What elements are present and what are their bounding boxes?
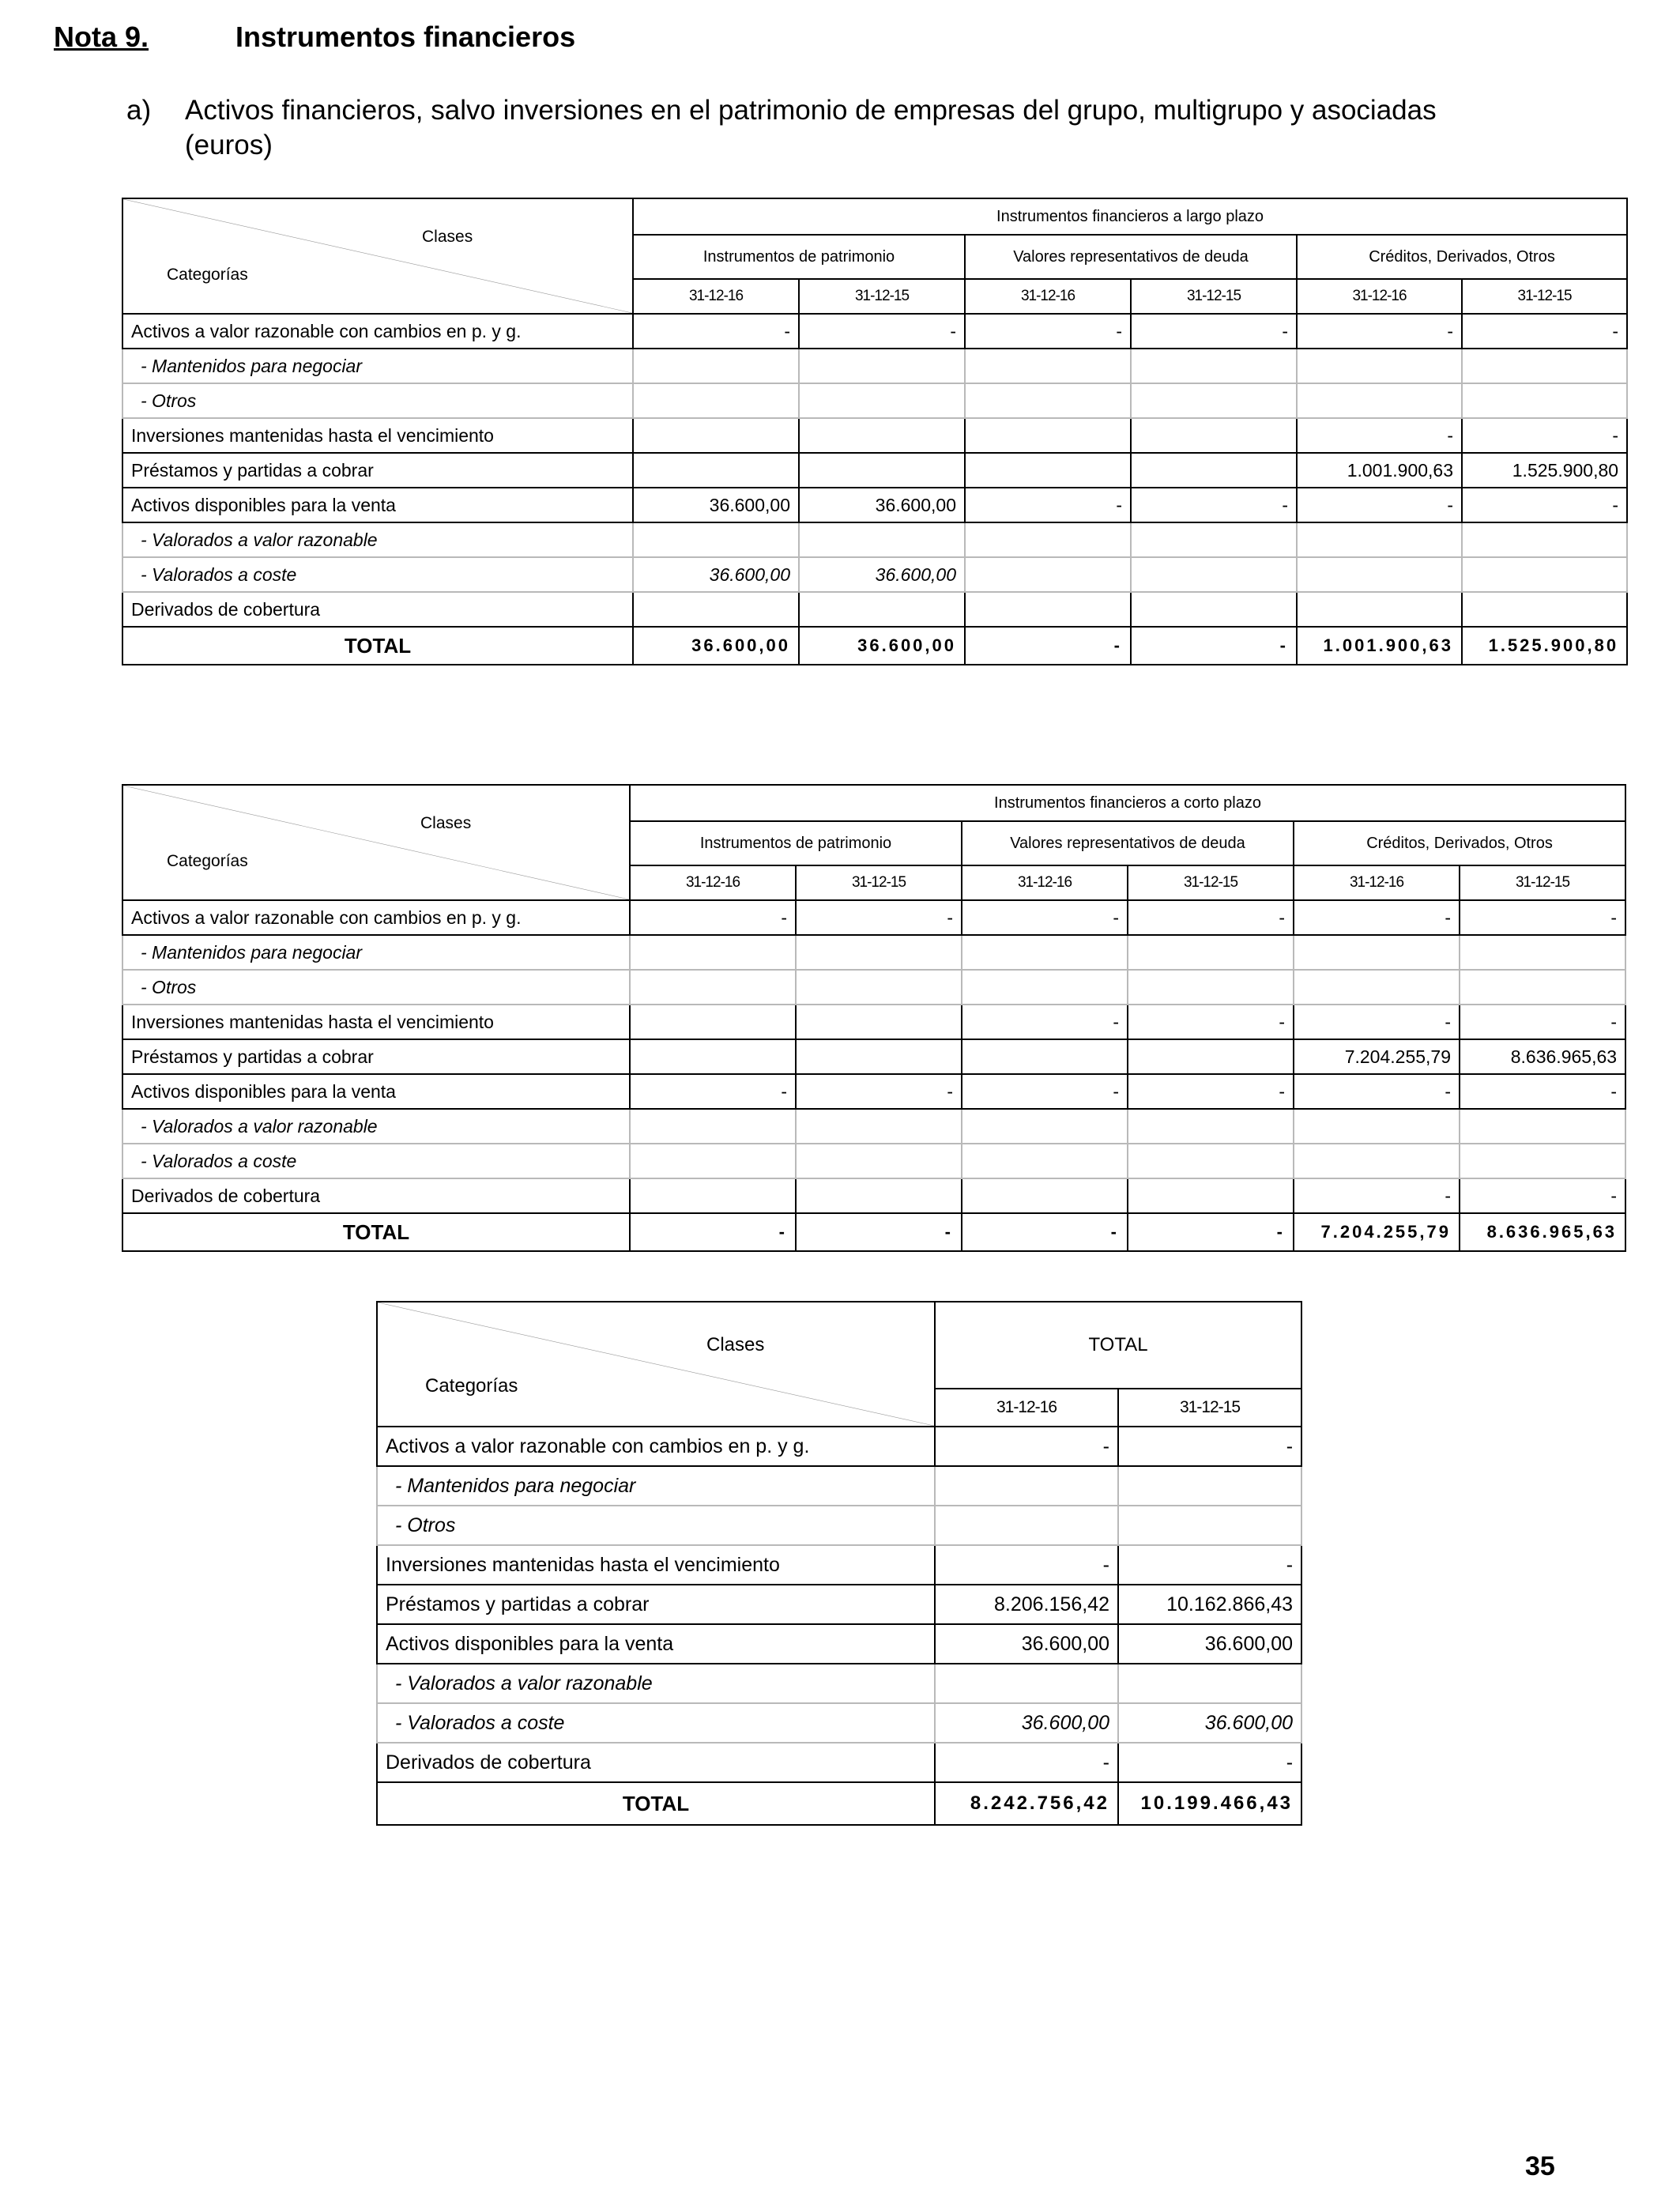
value-cell: 1.001.900,63: [1297, 453, 1462, 488]
row-label: Activos disponibles para la venta: [122, 1074, 630, 1109]
value-cell: [630, 1005, 796, 1039]
note-title: Instrumentos financieros: [235, 21, 576, 53]
row-label: - Valorados a valor razonable: [122, 522, 633, 557]
value-cell: [1128, 935, 1294, 970]
value-cell: [965, 557, 1131, 592]
total-value: 1.525.900,80: [1462, 627, 1627, 665]
date-header: 31-12-16: [965, 279, 1131, 314]
value-cell: [633, 349, 799, 383]
total-value: 7.204.255,79: [1294, 1213, 1460, 1251]
table-row: [377, 1506, 1301, 1545]
value-cell: [1131, 522, 1297, 557]
row-label: Activos disponibles para la venta: [122, 488, 633, 522]
value-cell: [796, 1178, 962, 1213]
value-cell: -: [1128, 900, 1294, 935]
value-cell: 36.600,00: [799, 557, 965, 592]
note-heading: [54, 21, 576, 54]
row-label: - Mantenidos para negociar: [122, 935, 630, 970]
value-cell: 36.600,00: [799, 488, 965, 522]
table-row: [377, 1703, 1301, 1743]
page-number: 35: [1525, 2151, 1555, 2181]
value-cell: [630, 970, 796, 1005]
row-label: - Mantenidos para negociar: [122, 349, 633, 383]
row-label: Préstamos y partidas a cobrar: [122, 453, 633, 488]
section-title: Activos financieros, salvo inversiones en el patrimonio de empresas del grupo, multigrupo y asociadas (euros): [185, 95, 1437, 160]
value-cell: -: [1294, 900, 1460, 935]
row-label: Activos a valor razonable con cambios en p. y g.: [377, 1427, 935, 1466]
total-value: 36.600,00: [633, 627, 799, 665]
table-row: [122, 970, 1625, 1005]
value-cell: [1294, 1109, 1460, 1144]
col-group-creditos: Créditos, Derivados, Otros: [1297, 235, 1627, 279]
date-header: 31-12-16: [935, 1389, 1118, 1427]
value-cell: -: [962, 1074, 1128, 1109]
corner-diagonal: [123, 786, 629, 899]
row-label: - Otros: [122, 970, 630, 1005]
group-title: Instrumentos financieros a corto plazo: [630, 785, 1625, 821]
value-cell: [1297, 349, 1462, 383]
corner-diagonal: [378, 1302, 934, 1426]
row-label: - Valorados a coste: [122, 1144, 630, 1178]
value-cell: [1118, 1664, 1301, 1703]
value-cell: [962, 1144, 1128, 1178]
value-cell: -: [1118, 1743, 1301, 1782]
value-cell: [1297, 383, 1462, 418]
row-label: Activos disponibles para la venta: [377, 1624, 935, 1664]
value-cell: 36.600,00: [935, 1703, 1118, 1743]
value-cell: -: [799, 314, 965, 349]
total-value: 8.242.756,42: [935, 1782, 1118, 1825]
table-row: [377, 1466, 1301, 1506]
table-row: [122, 418, 1627, 453]
value-cell: -: [1297, 418, 1462, 453]
row-label: Préstamos y partidas a cobrar: [377, 1585, 935, 1624]
corner-clases-label: Clases: [422, 228, 473, 246]
value-cell: [799, 418, 965, 453]
value-cell: [630, 1144, 796, 1178]
value-cell: [1462, 557, 1627, 592]
date-header: 31-12-15: [1118, 1389, 1301, 1427]
value-cell: -: [1131, 488, 1297, 522]
value-cell: [1118, 1506, 1301, 1545]
value-cell: [796, 970, 962, 1005]
table-row: [122, 1144, 1625, 1178]
value-cell: [965, 522, 1131, 557]
table-row: [377, 1743, 1301, 1782]
value-cell: [962, 1109, 1128, 1144]
value-cell: [1297, 592, 1462, 627]
corner-header: [377, 1302, 935, 1427]
date-header: 31-12-15: [796, 865, 962, 900]
table-row: [122, 1074, 1625, 1109]
value-cell: -: [796, 1074, 962, 1109]
col-group-patrimonio: Instrumentos de patrimonio: [633, 235, 965, 279]
row-label: - Valorados a valor razonable: [122, 1109, 630, 1144]
value-cell: [1297, 522, 1462, 557]
value-cell: -: [796, 900, 962, 935]
value-cell: [1297, 557, 1462, 592]
value-cell: 36.600,00: [935, 1624, 1118, 1664]
table-row: [122, 349, 1627, 383]
value-cell: [796, 1039, 962, 1074]
value-cell: [630, 1039, 796, 1074]
row-label: - Mantenidos para negociar: [377, 1466, 935, 1506]
value-cell: -: [1460, 900, 1625, 935]
total-value: 10.199.466,43: [1118, 1782, 1301, 1825]
value-cell: [962, 935, 1128, 970]
date-header: 31-12-15: [1128, 865, 1294, 900]
value-cell: [1462, 383, 1627, 418]
value-cell: -: [1297, 488, 1462, 522]
date-header: 31-12-16: [630, 865, 796, 900]
value-cell: [1128, 1178, 1294, 1213]
value-cell: [1294, 1144, 1460, 1178]
row-label: Inversiones mantenidas hasta el vencimiento: [377, 1545, 935, 1585]
value-cell: [633, 453, 799, 488]
value-cell: [796, 1109, 962, 1144]
value-cell: [1128, 970, 1294, 1005]
table-body: [377, 1427, 1301, 1825]
table-row: [122, 935, 1625, 970]
value-cell: -: [1460, 1178, 1625, 1213]
date-header: 31-12-16: [1297, 279, 1462, 314]
value-cell: -: [1128, 1074, 1294, 1109]
value-cell: -: [1294, 1005, 1460, 1039]
value-cell: -: [1294, 1178, 1460, 1213]
value-cell: 8.636.965,63: [1460, 1039, 1625, 1074]
value-cell: [965, 349, 1131, 383]
row-label: - Valorados a valor razonable: [377, 1664, 935, 1703]
total-value: -: [796, 1213, 962, 1251]
corner-clases-label: Clases: [420, 814, 472, 832]
value-cell: -: [1128, 1005, 1294, 1039]
total-value: -: [1128, 1213, 1294, 1251]
value-cell: [1131, 592, 1297, 627]
value-cell: 10.162.866,43: [1118, 1585, 1301, 1624]
table-row: [377, 1585, 1301, 1624]
value-cell: [796, 1144, 962, 1178]
total-label: TOTAL: [122, 627, 633, 665]
col-group-deuda: Valores representativos de deuda: [965, 235, 1297, 279]
col-group-deuda: Valores representativos de deuda: [962, 821, 1294, 865]
table-row: [122, 383, 1627, 418]
date-header: 31-12-16: [962, 865, 1128, 900]
value-cell: 36.600,00: [1118, 1624, 1301, 1664]
value-cell: [633, 383, 799, 418]
row-label: Activos a valor razonable con cambios en p. y g.: [122, 900, 630, 935]
value-cell: [799, 522, 965, 557]
total-row: [122, 627, 1627, 665]
value-cell: 8.206.156,42: [935, 1585, 1118, 1624]
table-row: [122, 314, 1627, 349]
value-cell: -: [1462, 314, 1627, 349]
value-cell: [1131, 349, 1297, 383]
value-cell: [1128, 1109, 1294, 1144]
total-value: 8.636.965,63: [1460, 1213, 1625, 1251]
value-cell: -: [965, 314, 1131, 349]
table-row: [122, 1039, 1625, 1074]
total-value: -: [965, 627, 1131, 665]
table-row: [122, 1005, 1625, 1039]
row-label: Derivados de cobertura: [377, 1743, 935, 1782]
value-cell: 7.204.255,79: [1294, 1039, 1460, 1074]
value-cell: [1131, 383, 1297, 418]
col-group-patrimonio: Instrumentos de patrimonio: [630, 821, 962, 865]
value-cell: [1460, 970, 1625, 1005]
total-value: -: [962, 1213, 1128, 1251]
value-cell: [633, 418, 799, 453]
value-cell: [962, 1039, 1128, 1074]
corner-clases-label: Clases: [706, 1334, 765, 1355]
table-row: [122, 488, 1627, 522]
table-row: [122, 1109, 1625, 1144]
value-cell: -: [1294, 1074, 1460, 1109]
value-cell: -: [1297, 314, 1462, 349]
value-cell: [935, 1506, 1118, 1545]
value-cell: [1460, 1144, 1625, 1178]
total-value: -: [630, 1213, 796, 1251]
total-label: TOTAL: [122, 1213, 630, 1251]
value-cell: [965, 592, 1131, 627]
value-cell: [796, 1005, 962, 1039]
value-cell: [1462, 592, 1627, 627]
value-cell: [1128, 1144, 1294, 1178]
table-row: [122, 592, 1627, 627]
table-row: [122, 1178, 1625, 1213]
total-value: -: [1131, 627, 1297, 665]
value-cell: [633, 522, 799, 557]
row-label: Activos a valor razonable con cambios en p. y g.: [122, 314, 633, 349]
value-cell: -: [1460, 1074, 1625, 1109]
total-label: TOTAL: [377, 1782, 935, 1825]
value-cell: [965, 418, 1131, 453]
corner-categorias-label: Categorías: [167, 852, 248, 870]
value-cell: [965, 383, 1131, 418]
value-cell: 36.600,00: [1118, 1703, 1301, 1743]
corner-header: [122, 785, 630, 900]
table-row: [122, 557, 1627, 592]
value-cell: -: [1462, 488, 1627, 522]
date-header: 31-12-15: [1462, 279, 1627, 314]
table-row: [122, 522, 1627, 557]
group-title: TOTAL: [935, 1302, 1301, 1389]
value-cell: [1131, 418, 1297, 453]
value-cell: [630, 935, 796, 970]
value-cell: 1.525.900,80: [1462, 453, 1627, 488]
value-cell: [799, 383, 965, 418]
row-label: Inversiones mantenidas hasta el vencimiento: [122, 1005, 630, 1039]
row-label: - Otros: [122, 383, 633, 418]
value-cell: 36.600,00: [633, 557, 799, 592]
table-body: [122, 900, 1625, 1251]
table-row: [377, 1624, 1301, 1664]
value-cell: [1131, 557, 1297, 592]
value-cell: [799, 592, 965, 627]
date-header: 31-12-15: [1460, 865, 1625, 900]
row-label: - Otros: [377, 1506, 935, 1545]
value-cell: [965, 453, 1131, 488]
total-table: [376, 1301, 1302, 1826]
group-title: Instrumentos financieros a largo plazo: [633, 198, 1627, 235]
value-cell: [962, 1178, 1128, 1213]
table-row: [377, 1427, 1301, 1466]
table-row: [377, 1664, 1301, 1703]
date-header: 31-12-16: [633, 279, 799, 314]
value-cell: [799, 349, 965, 383]
value-cell: -: [1118, 1545, 1301, 1585]
row-label: Derivados de cobertura: [122, 592, 633, 627]
value-cell: [935, 1664, 1118, 1703]
corner-categorias-label: Categorías: [167, 266, 248, 284]
row-label: Derivados de cobertura: [122, 1178, 630, 1213]
value-cell: [630, 1178, 796, 1213]
short-term-table: [122, 784, 1626, 1252]
value-cell: [799, 453, 965, 488]
value-cell: [633, 592, 799, 627]
row-label: Inversiones mantenidas hasta el vencimiento: [122, 418, 633, 453]
value-cell: [1462, 349, 1627, 383]
total-row: [377, 1782, 1301, 1825]
value-cell: [935, 1466, 1118, 1506]
value-cell: -: [965, 488, 1131, 522]
value-cell: -: [1131, 314, 1297, 349]
table-row: [122, 900, 1625, 935]
value-cell: [1462, 522, 1627, 557]
value-cell: 36.600,00: [633, 488, 799, 522]
table-body: [122, 314, 1627, 665]
date-header: 31-12-16: [1294, 865, 1460, 900]
row-label: - Valorados a coste: [377, 1703, 935, 1743]
value-cell: [630, 1109, 796, 1144]
section-letter: a): [126, 95, 152, 126]
note-number: Nota 9.: [54, 21, 149, 53]
row-label: Préstamos y partidas a cobrar: [122, 1039, 630, 1074]
value-cell: -: [1462, 418, 1627, 453]
corner-header: [122, 198, 633, 314]
corner-diagonal: [123, 199, 632, 313]
value-cell: [796, 935, 962, 970]
value-cell: -: [1460, 1005, 1625, 1039]
value-cell: [1131, 453, 1297, 488]
value-cell: [962, 970, 1128, 1005]
value-cell: -: [633, 314, 799, 349]
table-row: [122, 453, 1627, 488]
long-term-table: [122, 198, 1628, 665]
col-group-creditos: Créditos, Derivados, Otros: [1294, 821, 1625, 865]
total-row: [122, 1213, 1625, 1251]
value-cell: [1128, 1039, 1294, 1074]
corner-categorias-label: Categorías: [425, 1375, 518, 1397]
row-label: - Valorados a coste: [122, 557, 633, 592]
value-cell: -: [935, 1545, 1118, 1585]
value-cell: -: [935, 1743, 1118, 1782]
total-value: 1.001.900,63: [1297, 627, 1462, 665]
value-cell: -: [630, 900, 796, 935]
value-cell: [1460, 1109, 1625, 1144]
total-value: 36.600,00: [799, 627, 965, 665]
value-cell: -: [1118, 1427, 1301, 1466]
value-cell: -: [962, 1005, 1128, 1039]
value-cell: [1118, 1466, 1301, 1506]
value-cell: [1294, 935, 1460, 970]
value-cell: [1460, 935, 1625, 970]
value-cell: -: [935, 1427, 1118, 1466]
table-row: [377, 1545, 1301, 1585]
date-header: 31-12-15: [799, 279, 965, 314]
value-cell: -: [630, 1074, 796, 1109]
value-cell: [1294, 970, 1460, 1005]
value-cell: -: [962, 900, 1128, 935]
date-header: 31-12-15: [1131, 279, 1297, 314]
